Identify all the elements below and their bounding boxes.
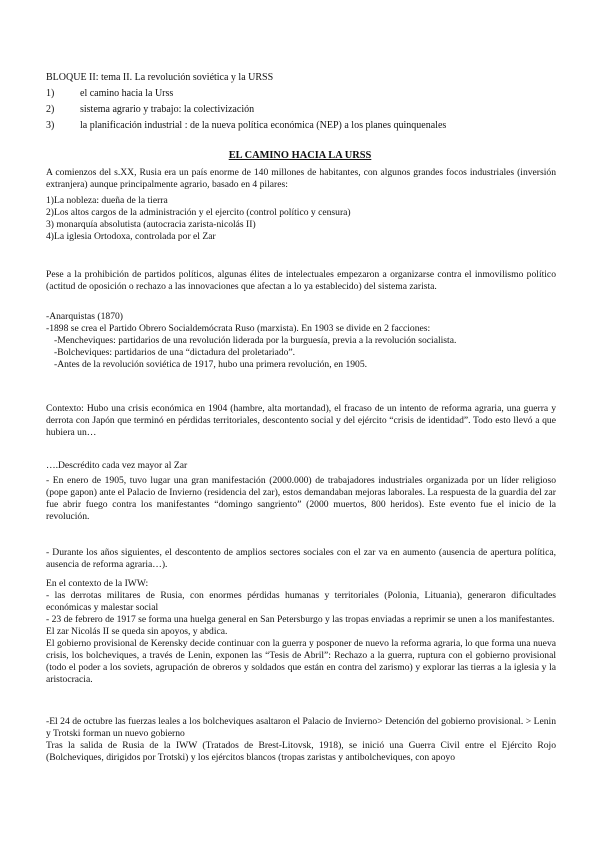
iww-line: En el contexto de la IWW: [46,578,149,589]
list-item-number: 3) [46,120,55,131]
years-paragraph [46,547,556,571]
october-line: Tras la salida de Rusia de la IWW (Tratados de Brest-Litovsk, 1918), se inició una Guerra Civil entre el Ejército Rojo (Bolcheviques, dirigidos por Trotski) y los ejércitos blancos (tropas zaristas y antibolcheviques, con apoyo [46,740,556,763]
descredito-paragraph [46,475,556,523]
list-item-number: 2) [46,104,55,115]
context-paragraph [46,403,556,439]
list-item-text: la planificación industrial : de la nueva política económica (NEP) a los planes quinquenales [80,120,447,131]
years-text: - Durante los años siguientes, el descontento de amplios sectores sociales con el zar va en aumento (ausencia de apertura política, ausencia de reforma agraria…). [46,547,556,570]
section-heading: EL CAMINO HACIA LA URSS [228,150,372,161]
descredito-text: - En enero de 1905, tuvo lugar una gran manifestación (2000.000) de trabajadores industriales organizada por un líder religioso (pope gapon) ante el Palacio de Invierno (residencia del zar), estos demandaban mejoras laborales. La respuesta de la guardia del zar fue abrir fuego contra los manifestantes “domingo sangriento” (2000 muertos, 800 heridos). Este evento fue el inicio de la revolución. [46,475,556,522]
parties-list [46,311,556,371]
descredito-heading: ….Descrédito cada vez mayor al Zar [46,460,188,471]
list-item-text: sistema agrario y trabajo: la colectivización [80,104,255,115]
context-text: Contexto: Hubo una crisis económica en 1904 (hambre, alta mortandad), el fracaso de un intento de reforma agraria, una guerra y derrota con Japón que terminó en pérdidas territoriales, descontento social y del ejército “crisis de identidad”. Todo esto llevó a que hubiera un… [46,403,556,438]
anarquistas-line: -Anarquistas (1870) [46,311,123,322]
pillar-item: 1)La nobleza: dueña de la tierra [46,195,168,206]
october-section [46,716,556,764]
psdr-line: -1898 se crea el Partido Obrero Socialdemócrata Ruso (marxista). En 1903 se divide en 2 facciones: [46,323,431,334]
opposition-paragraph [46,269,556,293]
faction-line: -Bolcheviques: partidarios de una “dictadura del proletariado”. [54,347,296,358]
iww-line: El gobierno provisional de Kerensky decide continuar con la guerra y posponer de nuevo la reforma agraria, lo que forma una nueva crisis, los bolcheviques, a través de Lenin, exponen las “Tesis de Abril”: Rechazo a la guerra, ruptura con el gobierno provisional (todo el poder a los soviets, agrupación de obreros y soldados que están en contra del zarismo) y explorar las tierras a la iglesia y la aristocracia. [46,638,556,685]
october-line: -El 24 de octubre las fuerzas leales a los bolcheviques asaltaron el Palacio de Invierno> Detención del gobierno provisional. > Lenin y Trotski forman un nuevo gobierno [46,716,556,739]
list-item-number: 1) [46,88,55,99]
pillar-item: 3) monarquía absolutista (autocracia zarista-nicolás II) [46,219,256,230]
descredito-title [46,460,556,472]
intro-text: A comienzos del s.XX, Rusia era un país enorme de 140 millones de habitantes, con algunos grandes focos industriales (inversión extranjera) aunque principalmente agrario, basado en 4 pilares: [46,167,556,190]
pillar-item: 2)Los altos cargos de la administración y el ejercito (control político y censura) [46,207,351,218]
list-item-text: el camino hacia la Urss [80,88,174,99]
faction-line: -Antes de la revolución soviética de 1917, hubo una primera revolución, en 1905. [54,359,368,370]
iww-line: - 23 de febrero de 1917 se forma una huelga general en San Petersburgo y las tropas enviadas a reprimir se unen a los manifestantes. [46,614,555,625]
faction-line: -Mencheviques: partidarios de una revolución liderada por la burguesía, previa a la revolución socialista. [54,335,457,346]
pillar-item: 4)La iglesia Ortodoxa, controlada por el Zar [46,231,216,242]
iww-line: El zar Nicolás II se queda sin apoyos, y abdica. [46,626,228,637]
pillars-list [46,195,556,243]
opposition-text: Pese a la prohibición de partidos políticos, algunas élites de intelectuales empezaron a organizarse contra el inmovilismo político (actitud de oposición o rechazo a las innovaciones que afectan a lo ya establecido) del sistema zarista. [46,269,556,292]
intro-paragraph [46,167,556,191]
iww-section [46,578,556,686]
iww-line: - las derrotas militares de Rusia, con enormes pérdidas humanas y territoriales (Polonia, Lituania), generaron dificultades económicas y malestar social [46,590,556,613]
block-title: BLOQUE II: tema II. La revolución soviética y la URSS [46,72,274,83]
